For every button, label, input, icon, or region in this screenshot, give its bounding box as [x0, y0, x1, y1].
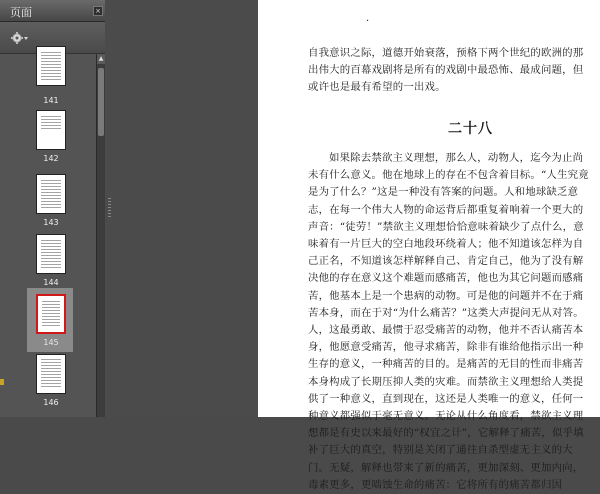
page-thumbnail[interactable] [36, 234, 66, 274]
paragraph-body: 如果除去禁欲主义理想，那么人，动物人，迄今为止尚未有什么意义。他在地球上的存在不包含着目标。“人生究竟是为了什么？”这是一种没有答案的问题。人和地球缺乏意志，在每一个伟大人物的命运背后都重复着响着一个更大的声音：“徒劳！”禁欲主义理想恰恰意味着缺少了点什么，意味着有一片巨大的空白地段环绕着人；他不知道该怎样为自己正名，不知道该怎样解释自己、肯定自己，他为了没有解决他的存在意义这个难题而感痛苦，他也为其它问题而感痛苦，他基本上是一个患病的动物。可是他的问题并不在于痛苦本身，而在于对“为什么痛苦？”这类大声提问无从对答。人，这最勇敢、最惯于忍受痛苦的动物，他并不否认痛苦本身，他愿意受痛苦，他寻求痛苦，除非有谁给他指示出一种生存的意义，一种痛苦的目的。是痛苦的无目的性而非痛苦本身构成了长期压抑人类的灾难。而禁欲主义理想给人类提供了一种意义，直到现在，这还是人类唯一的意义，任何一种意义都强似于毫无意义。无论从什么角度看，禁欲主义理想都是有史以来最好的“权宜之计”，它解释了痛苦，似乎填补了巨大的真空，特别是关闭了通往自杀型虚无主义的大门。无疑，解释也带来了新的痛苦，更加深刻、更加内向，毒素更多，更啮蚀生命的痛苦：它将所有的痛苦都归因 [308, 152, 589, 491]
page-mark: · [366, 16, 370, 27]
page-thumbnail[interactable] [36, 354, 66, 394]
panel-title: 页面 [10, 6, 32, 19]
page-number-label: 141 [43, 96, 59, 105]
panel-splitter[interactable] [105, 0, 258, 417]
page-thumbnail[interactable] [36, 110, 66, 150]
gear-icon[interactable] [11, 31, 29, 45]
chevron-down-icon [24, 37, 28, 40]
page-number-label: 142 [43, 154, 59, 163]
document-page [258, 0, 600, 491]
resize-grip-icon[interactable] [108, 198, 111, 218]
thumbnail-scrollbar[interactable] [96, 54, 105, 417]
panel-edge-marker [0, 379, 4, 385]
page-number-label: 145 [43, 338, 59, 347]
scroll-up-icon[interactable]: ▲ [98, 55, 104, 62]
page-number-label: 143 [43, 218, 59, 227]
thumbnail-list[interactable] [0, 54, 96, 417]
panel-header [0, 0, 105, 22]
chapter-heading: 二十八 [448, 121, 493, 137]
close-icon[interactable]: × [93, 6, 103, 16]
scrollbar-thumb[interactable] [98, 68, 104, 136]
page-number-label: 146 [43, 398, 59, 407]
page-thumbnail-selected[interactable] [36, 294, 66, 334]
page-thumbnail[interactable] [36, 46, 66, 86]
paragraph-continued: 自我意识之际，道德开始衰落，预格下两个世纪的欧洲的那出伟大的百幕戏剧将是所有的戏剧中最恐怖、最成问题，但或许也是最有希望的一出戏。 [308, 47, 584, 94]
page-thumbnail[interactable] [36, 174, 66, 214]
pages-panel [0, 0, 105, 417]
page-number-label: 144 [43, 278, 59, 287]
